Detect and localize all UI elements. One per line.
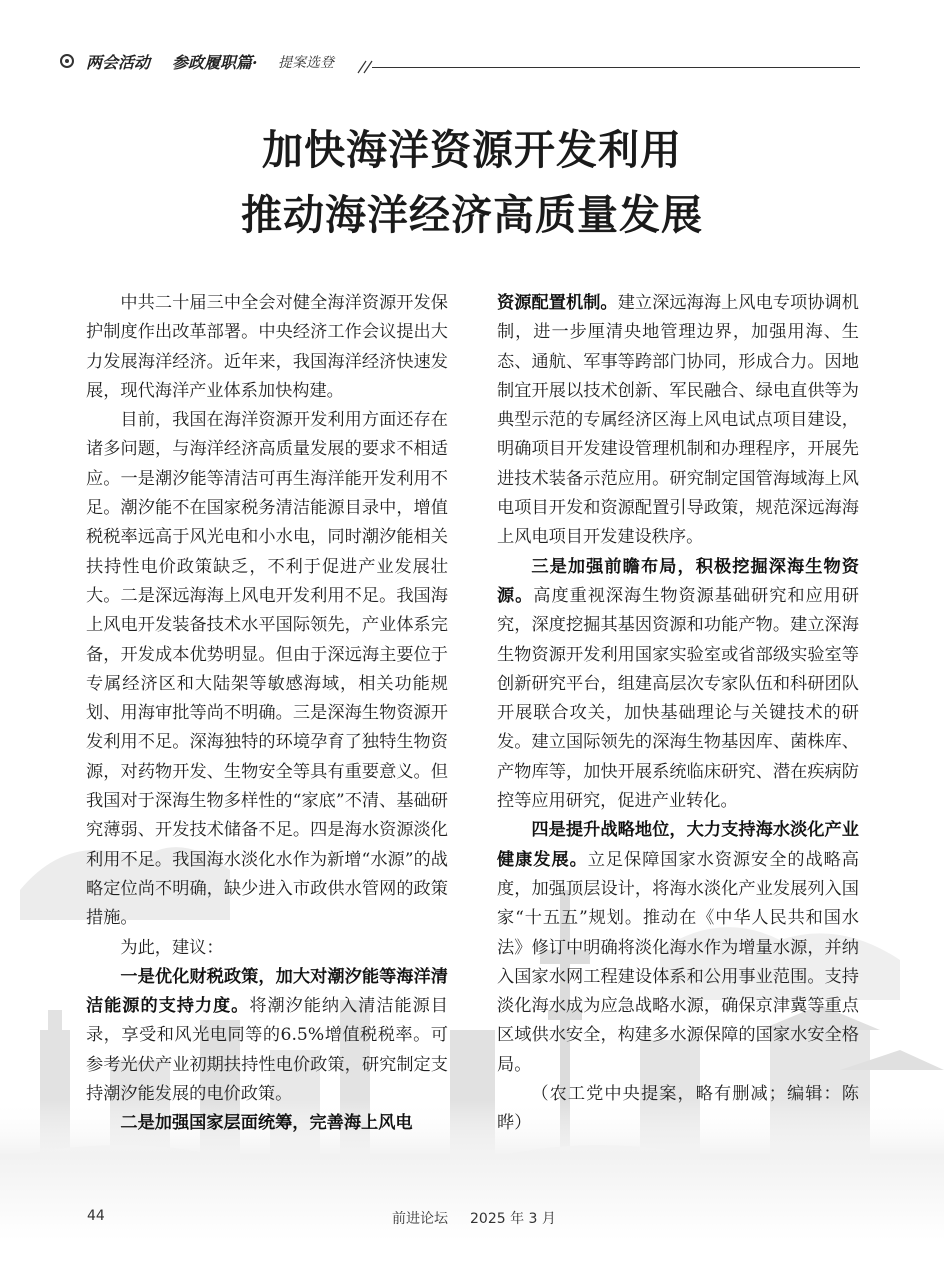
paragraph xyxy=(497,816,859,1080)
magazine-name: 前进论坛 xyxy=(392,1211,448,1227)
paragraph xyxy=(497,553,859,817)
editor-note: （农工党中央提案，略有删减；编辑：陈晔） xyxy=(497,1084,859,1134)
bold-lead: 四是提升战略地位，大力支持海水淡化产业健康发展。 xyxy=(497,820,859,870)
header-section: 两会活动 xyxy=(86,53,151,72)
bold-lead: 三是加强前瞻布局，积极挖掘深海生物资源。 xyxy=(497,556,859,606)
paragraph-body: 建立深远海海上风电专项协调机制，进一步厘清央地管理边界，加强用海、生态、通航、军事等跨部门协同，形成合力。因地制宜开展以技术创新、军民融合、绿电直供等为典型示范的专属经济区海上风电试点项目建设，明确项目开发建设管理机制和办理程序，开展先进技术装备示范应用。研究制定国管海域海上风电项目开发和资源配置引导政策，规范深远海海上风电项目开发建设秩序。 xyxy=(497,293,859,548)
paragraph: 中共二十届三中全会对健全海洋资源开发保护制度作出改革部署。中央经济工作会议提出大力发展海洋经济。近年来，我国海洋经济快速发展，现代海洋产业体系加快构建。 xyxy=(86,293,448,401)
paragraph-body: 高度重视深海生物资源基础研究和应用研究，深度挖掘其基因资源和功能产物。建立深海生物资源开发利用国家实验室或省部级实验室等创新研究平台，组建高层次专家队伍和科研团队开展联合攻关，加快基础理论与关键技术的研发。建立国际领先的深海生物基因库、菌株库、产物库等，加快开展系统临床研究、潜在疾病防控等应用研究，促进产业转化。 xyxy=(497,585,859,812)
paragraph-body: 立足保障国家水资源安全的战略高度，加强顶层设计，将海水淡化产业发展列入国家“十五五”规划。推动在《中华人民共和国水法》修订中明确将淡化海水作为增量水源，并纳入国家水网工程建设体系和公用事业范围。支持淡化海水成为应急战略水源，确保京津冀等重点区域供水安全，构建多水源保障的国家水安全格局。 xyxy=(497,849,859,1075)
article-title-line2: 推动海洋经济高质量发展 xyxy=(241,191,703,239)
left-column xyxy=(86,289,448,1139)
bold-lead: 资源配置机制。 xyxy=(497,293,618,313)
right-column xyxy=(497,289,859,1139)
paragraph: 为此，建议： xyxy=(120,937,224,958)
paragraph-body: 将潮汐能纳入清洁能源目录，享受和风光电同等的6.5%增值税税率。可参考光伏产业初期扶持性电价政策，研究制定支持潮汐能发展的电价政策。 xyxy=(86,996,448,1105)
paragraph xyxy=(86,1109,448,1138)
bold-lead: 二是加强国家层面统筹，完善海上风电 xyxy=(120,1113,413,1134)
page-number: 44 xyxy=(87,1208,105,1224)
issue-date: 2025 年 3 月 xyxy=(470,1211,556,1227)
page-header xyxy=(60,48,860,76)
header-column: 参政履职篇· xyxy=(172,53,258,72)
paragraph xyxy=(497,289,859,553)
bullet-circle-icon xyxy=(60,54,74,68)
article-title-line1: 加快海洋资源开发利用 xyxy=(262,126,682,174)
header-subcolumn: 提案选登 xyxy=(278,55,334,71)
paragraph: 目前，我国在海洋资源开发利用方面还存在诸多问题，与海洋经济高质量发展的要求不相适应。一是潮汐能等清洁可再生海洋能开发利用不足。潮汐能不在国家税务清洁能源目录中，增值税税率远高于风光电和小水电，同时潮汐能相关扶持性电价政策缺乏，不利于促进产业发展壮大。二是深远海海上风电开发利用不足。我国海上风电开发装备技术水平国际领先，产业体系完备，开发成本优势明显。但由于深远海主要位于专属经济区和大陆架等敏感海域，相关功能规划、用海审批等尚不明确。三是深海生物资源开发利用不足。深海独特的环境孕育了独特生物资源，对药物开发、生物安全等具有重要意义。但我国对于深海生物多样性的“家底”不清、基础研究薄弱、开发技术储备不足。四是海水资源淡化利用不足。我国海水淡化水作为新增“水源”的战略定位尚不明确，缺少进入市政供水管网的政策措施。 xyxy=(86,410,448,929)
paragraph xyxy=(86,963,448,1109)
header-rule xyxy=(372,67,860,68)
bold-lead: 一是优化财税政策，加大对潮汐能等海洋清洁能源的支持力度。 xyxy=(86,966,448,1017)
